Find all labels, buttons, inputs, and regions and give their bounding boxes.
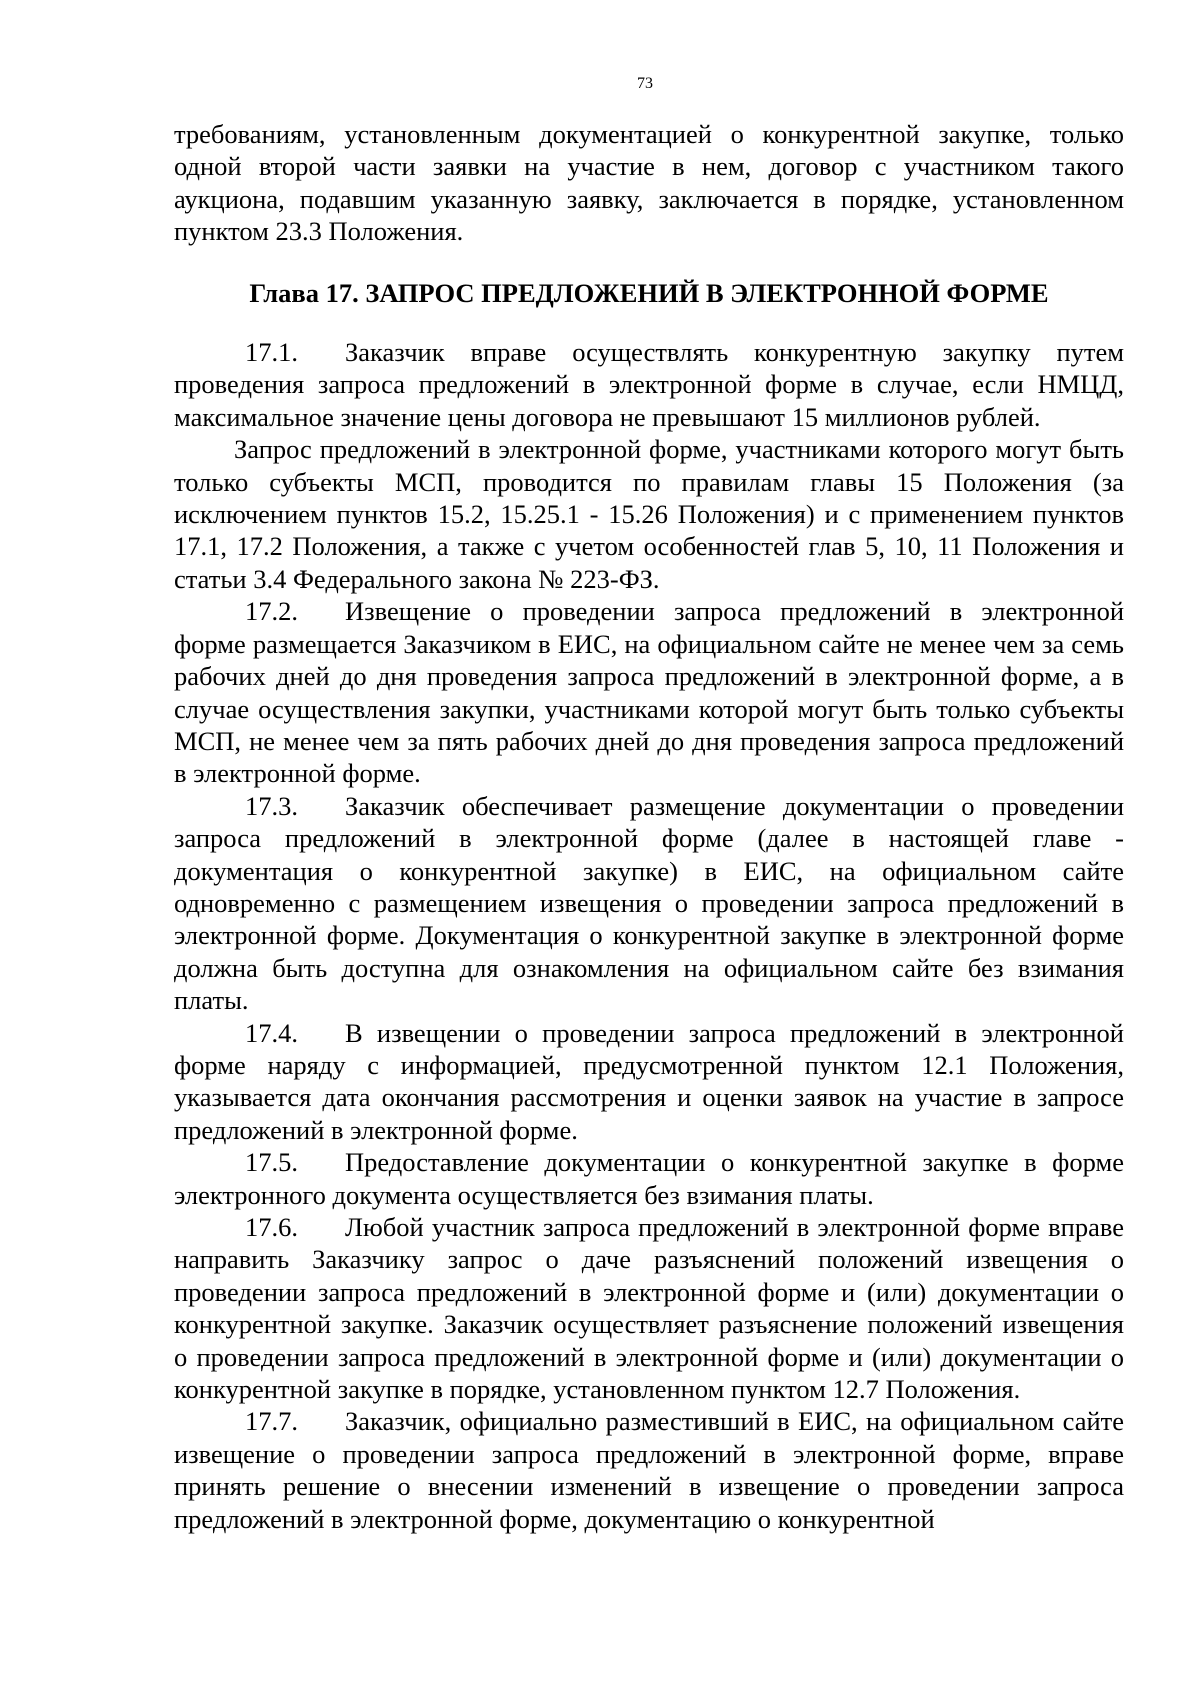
paragraph-17-1-cont <box>174 433 1124 595</box>
paragraph-text: В извещении о проведении запроса предложений в электронной форме наряду с информацией, предусмотренной пунктом 12.1 Положения, указывается дата окончания рассмотрения и оценки заявок на участие в запросе предложений в электронной форме. <box>174 1017 1124 1145</box>
paragraph-text: Заказчик вправе осуществлять конкурентную закупку путем проведения запроса предложений в электронной форме в случае, если НМЦД, максимальное значение цены договора не превышают 15 миллионов рублей. <box>174 337 1124 432</box>
paragraph-17-2 <box>174 595 1124 789</box>
intro-paragraph: требованиям, установленным документацией о конкурентной закупке, только одной второй части заявки на участие в нем, договор с участником такого аукциона, подавшим указанную заявку, заключается в порядке, установленном пунктом 23.3 Положения. <box>174 119 1124 247</box>
paragraph-number: 17.2. <box>245 596 298 627</box>
paragraph-text: Запрос предложений в электронной форме, участниками которого могут быть только субъекты МСП, проводится по правилам главы 15 Положения (за исключением пунктов 15.2, 15.25.1 - 15.26 Положения) и с применением пунктов 17.1, 17.2 Положения, а также с учетом особенностей глав 5, 10, 11 Положения и статьи 3.4 Федерального закона № 223-ФЗ. <box>174 434 1124 594</box>
paragraph-17-4 <box>174 1017 1124 1147</box>
paragraph-number: 17.6. <box>245 1212 298 1242</box>
paragraph-17-3 <box>174 790 1124 1017</box>
paragraph-number: 17.5. <box>245 1147 298 1178</box>
paragraph-17-7 <box>174 1405 1124 1535</box>
paragraph-text: Заказчик обеспечивает размещение документации о проведении запроса предложений в электронной форме (далее в настоящей главе - документация о конкурентной закупке) в ЕИС, на официальном сайте одновременно с размещением извещения о проведении запроса предложений в электронной форме. Документация о конкурентной закупке в электронной форме должна быть доступна для ознакомления на официальном сайте без взимания платы. <box>174 790 1124 1016</box>
paragraph-17-5 <box>174 1146 1124 1211</box>
paragraph-text: Извещение о проведении запроса предложений в электронной форме размещается Заказчиком в ЕИС, на официальном сайте не менее чем за семь рабочих дней до дня проведения запроса предложений в электронной форме, а в случае осуществления закупки, участниками которой могут быть только субъекты МСП, не менее чем за пять рабочих дней до дня проведения запроса предложений в электронной форме. <box>174 596 1124 789</box>
paragraph-number: 17.7. <box>245 1406 298 1437</box>
document-body <box>174 118 1124 1535</box>
paragraph-text: Любой участник запроса предложений в электронной форме вправе направить Заказчику запрос о даче разъяснений положений извещения о проведении запроса предложений в электронной форме и (или) документации о конкурентной закупке. Заказчик осуществляет разъяснение положений извещения о проведении запроса предложений в электронной форме и (или) документации о конкурентной закупке в порядке, установленном пунктом 12.7 Положения. <box>174 1212 1124 1405</box>
paragraph-17-6 <box>174 1211 1124 1405</box>
paragraph-text: Предоставление документации о конкурентной закупке в форме электронного документа осуществляется без взимания платы. <box>174 1147 1124 1210</box>
chapter-title: Глава 17. ЗАПРОС ПРЕДЛОЖЕНИЙ В ЭЛЕКТРОННОЙ ФОРМЕ <box>249 277 1049 308</box>
paragraph-number: 17.3. <box>245 790 298 821</box>
paragraph-17-1 <box>174 336 1124 433</box>
paragraph-text: Заказчик, официально разместивший в ЕИС, на официальном сайте извещение о проведении запроса предложений в электронной форме, вправе принять решение о внесении изменений в извещение о проведении запроса предложений в электронной форме, документацию о конкурентной <box>174 1406 1124 1534</box>
paragraph-number: 17.4. <box>245 1017 298 1048</box>
page-number: 73 <box>637 75 653 92</box>
paragraph-number: 17.1. <box>245 337 298 368</box>
